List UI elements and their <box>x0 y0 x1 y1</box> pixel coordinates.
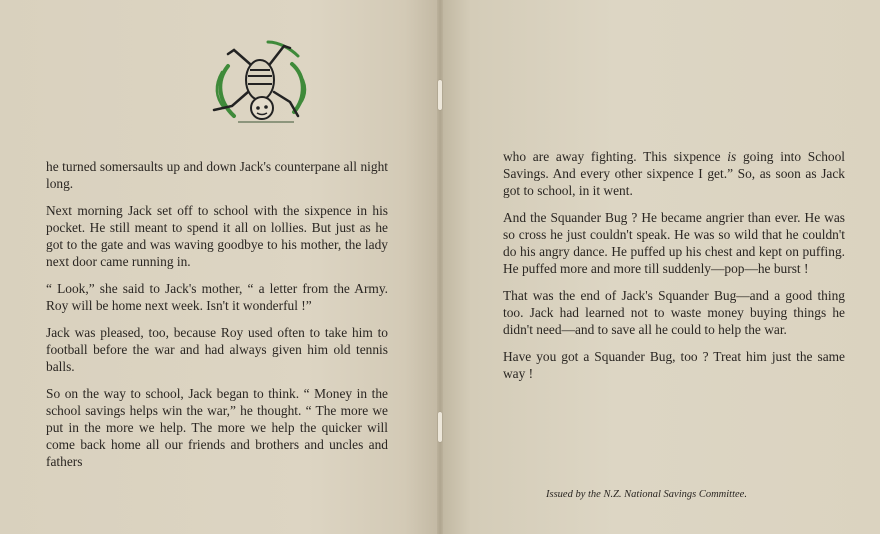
paragraph-text: who are away fighting. This sixpence <box>503 149 728 164</box>
paragraph: That was the end of Jack's Squander Bug—and a good thing too. Jack had learned not to waste money buying things he didn't need—and to save all he could to help the war. <box>503 288 845 337</box>
paragraph: “ Look,” she said to Jack's mother, “ a letter from the Army. Roy will be home next week. Isn't it wonderful !” <box>46 281 388 313</box>
paragraph-text: going into School Savings. And every other sixpence I get.” So, as soon as Jack got to school, in it went. <box>503 149 845 198</box>
left-page-text <box>46 158 388 480</box>
paragraph: he turned somersaults up and down Jack's counterpane all night long. <box>46 159 388 191</box>
paragraph: So on the way to school, Jack began to think. “ Money in the school savings helps win the war,” he thought. “ The more we put in the more we help. The more we help the quicker will come back home all our friends and brothers and uncles and fathers <box>46 386 388 469</box>
somersaulting-squander-bug-illustration <box>208 36 312 128</box>
paragraph <box>503 148 845 199</box>
paragraph: Jack was pleased, too, because Roy used often to take him to football before the war and had always given him old tennis balls. <box>46 325 388 374</box>
issuer-credit: Issued by the N.Z. National Savings Committee. <box>546 489 747 500</box>
right-page-text <box>503 148 845 392</box>
staple <box>438 412 442 442</box>
paragraph: Have you got a Squander Bug, too ? Treat him just the same way ! <box>503 349 845 381</box>
paragraph: And the Squander Bug ? He became angrier than ever. He was so cross he just couldn't speak. He was so wild that he couldn't do his angry dance. He puffed up his chest and kept on puffing. He puffed more and more till suddenly—pop—he burst ! <box>503 210 845 276</box>
emphasis-text: is <box>727 149 737 164</box>
staple <box>438 80 442 110</box>
right-page <box>440 0 880 534</box>
paragraph: Next morning Jack set off to school with the sixpence in his pocket. He still meant to spend it all on lollies. But just as he got to the gate and was waving goodbye to his mother, the lady next door came running in. <box>46 203 388 269</box>
